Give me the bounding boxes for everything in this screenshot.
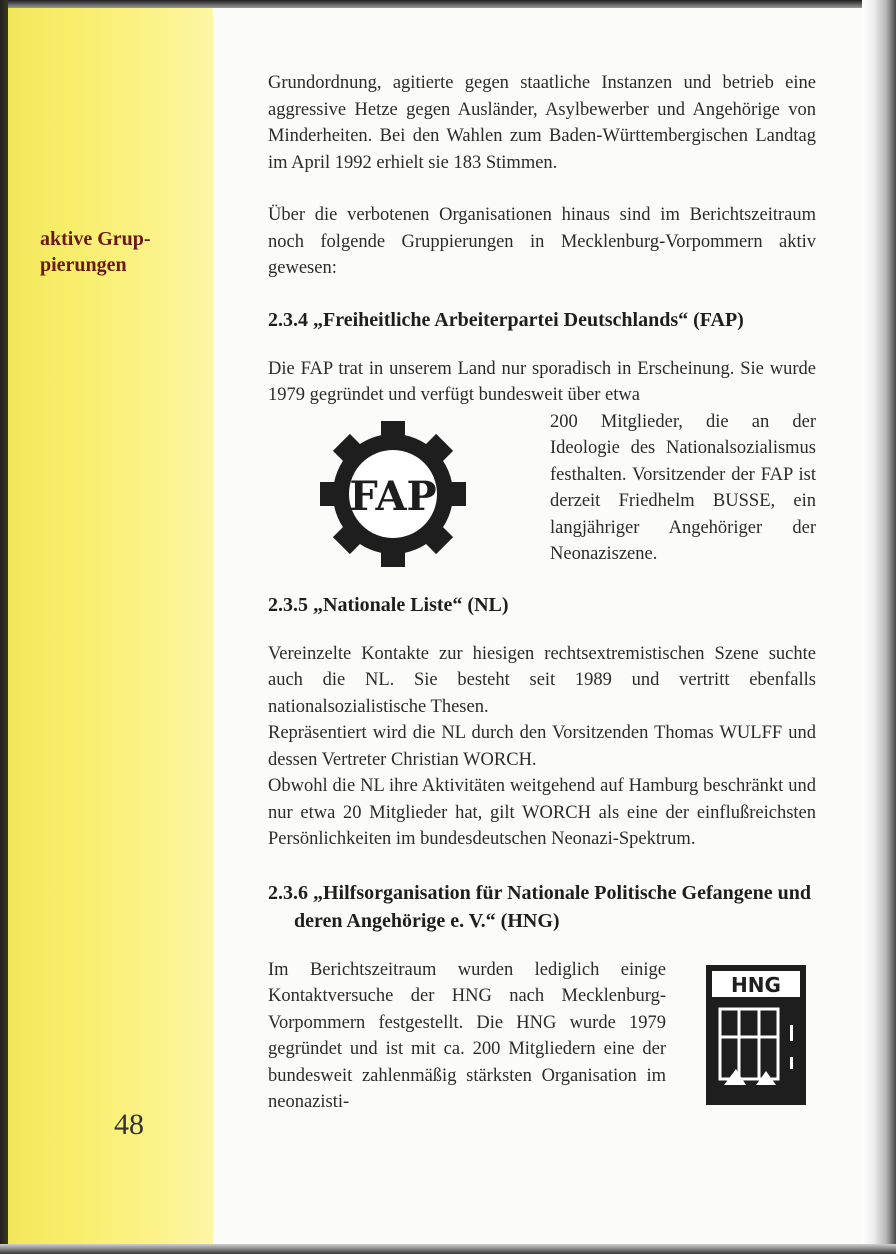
section-number: 2.3.6 bbox=[268, 881, 308, 904]
section-number: 2.3.4 bbox=[268, 308, 308, 331]
hng-logo-text: HNG bbox=[731, 972, 781, 997]
scan-top-edge bbox=[0, 0, 896, 8]
nl-paragraph-3: Obwohl die NL ihre Aktivitäten weitgehend auf Hamburg beschränkt und nur etwa 20 Mitglieder hat, gilt WORCH als eine der einflußreichsten Persönlichkeiten im bundesdeutschen Neonazi-Spektrum. bbox=[268, 776, 816, 849]
section-heading-fap bbox=[268, 306, 816, 334]
margin-band bbox=[8, 8, 213, 1244]
section-number: 2.3.5 bbox=[268, 593, 308, 616]
nl-paragraph-2: Repräsentiert wird die NL durch den Vorsitzenden Thomas WULFF und dessen Vertreter Christian WORCH. bbox=[268, 723, 816, 770]
section-title: „Nationale Liste“ (NL) bbox=[313, 593, 509, 616]
margin-note-line-2: pierungen bbox=[40, 254, 127, 276]
section-heading-hng bbox=[268, 879, 816, 935]
hng-logo bbox=[706, 965, 806, 1105]
hng-paragraph-1: Im Berichtszeitraum wurden lediglich einige Kontaktversuche der HNG nach Mecklenburg-Vorpommern festgestellt. Die HNG wurde 1979 gegründet und ist mit ca. 200 Mitgliedern eine der bundesweit zahlenmäßig stärksten Organisation im neonazisti- bbox=[268, 959, 666, 1112]
section-heading-nl bbox=[268, 591, 816, 619]
margin-note-line-1: aktive Grup- bbox=[40, 228, 151, 250]
page-number: 48 bbox=[114, 1108, 144, 1141]
fap-logo-text: FAP bbox=[349, 472, 437, 520]
main-content bbox=[268, 70, 816, 1116]
intro-paragraph: Grundordnung, agitierte gegen staatliche Instanzen und betrieb eine aggressive Hetze gegen Ausländer, Asylbewerber und Angehörige von Minderheiten. Bei den Wahlen zum Baden-Württembergischen Landtag im April 1992 erhielt sie 183 Stimmen. bbox=[268, 73, 816, 173]
scan-right-edge bbox=[862, 0, 896, 1254]
scan-bottom-edge bbox=[0, 1244, 896, 1254]
fap-paragraph-2: 200 Mitglieder, die an der Ideologie des Nationalsozialismus festhalten. Vorsitzender der FAP ist derzeit Friedhelm BUSSE, ein langjähriger Angehöriger der Neonaziszene. bbox=[550, 411, 816, 564]
section-title: „Freiheitliche Arbeiterpartei Deutschlands“ (FAP) bbox=[313, 308, 744, 331]
scan-left-edge bbox=[0, 0, 8, 1254]
fap-figure-block bbox=[268, 409, 816, 577]
section-title: „Hilfsorganisation für Nationale Politische Gefangene und deren Angehörige e. V.“ (HNG) bbox=[294, 881, 811, 932]
margin-note bbox=[40, 226, 200, 278]
hng-block bbox=[268, 957, 816, 1116]
fap-paragraph-1: Die FAP trat in unserem Land nur sporadisch in Erscheinung. Sie wurde 1979 gegründet und verfügt bundesweit über etwa bbox=[268, 358, 816, 405]
groups-paragraph: Über die verbotenen Organisationen hinaus sind im Berichtszeitraum noch folgende Gruppierungen in Mecklenburg-Vorpommern aktiv gewesen: bbox=[268, 205, 816, 278]
fap-gear-logo bbox=[318, 419, 468, 569]
nl-paragraph-1: Vereinzelte Kontakte zur hiesigen rechtsextremistischen Szene suchte auch die NL. Sie besteht seit 1989 und vertritt ebenfalls nationalsozialistische Thesen. bbox=[268, 643, 816, 717]
